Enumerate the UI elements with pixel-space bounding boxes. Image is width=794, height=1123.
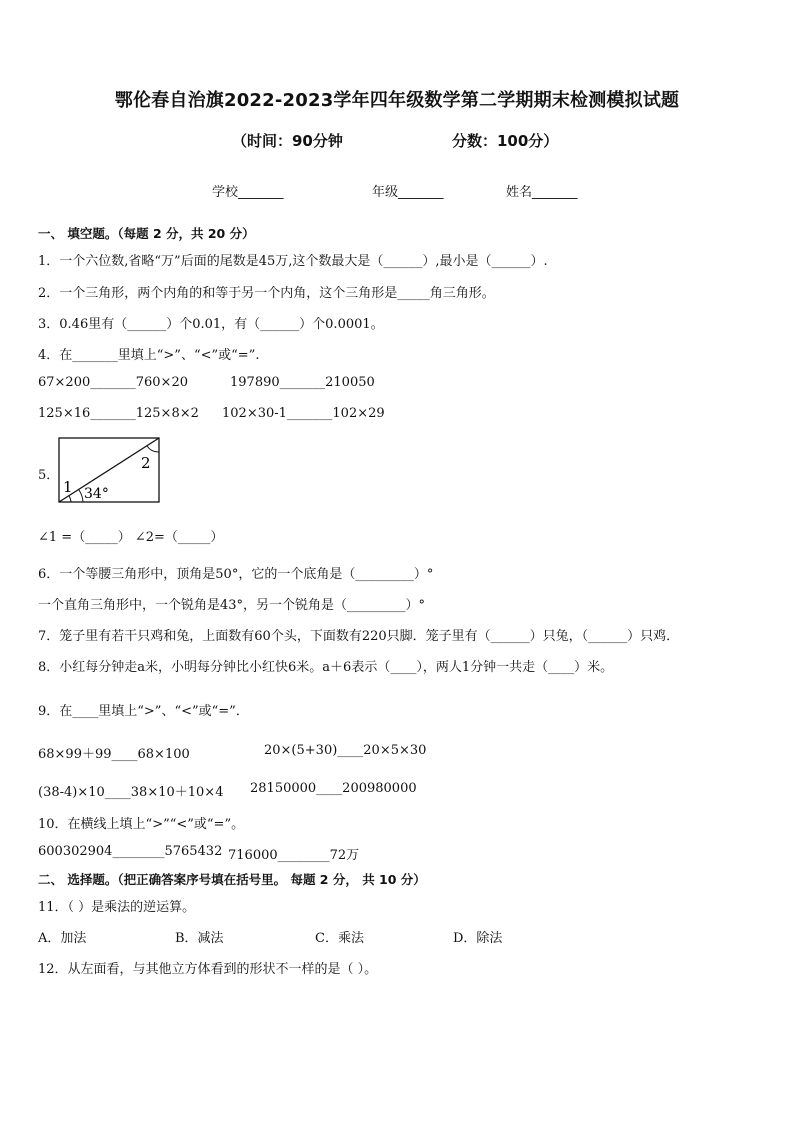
question-9-a2: 20×(5+30)____20×5×30: [264, 743, 427, 758]
question-4-a1: 67×200_______760×20: [38, 375, 188, 390]
option-a: A．加法: [38, 931, 87, 946]
section-1-heading: 一、 填空题。（每题 2 分，共 20 分）: [38, 226, 255, 241]
exam-time: （时间：90分钟: [232, 132, 343, 150]
question-7: 7．笼子里有若干只鸡和兔，上面数有60个头，下面数有220只脚．笼子里有（______）只兔，（______）只鸡．: [38, 629, 680, 644]
question-2: 2．一个三角形，两个内角的和等于另一个内角，这个三角形是_____角三角形。: [38, 286, 495, 301]
question-1: 1．一个六位数,省略“万”后面的尾数是45万,这个数最大是（______）,最小是（______）.: [38, 254, 548, 269]
question-9-b1: (38-4)×10____38×10＋10×4: [38, 785, 224, 800]
question-3: 3．0.46里有（______）个0.01，有（______）个0.0001。: [38, 317, 384, 332]
angle-1-label: 1: [63, 478, 73, 496]
question-10-a1: 600302904________5765432: [38, 844, 223, 859]
angle-2-arc: [147, 446, 159, 452]
question-6a: 6．一个等腰三角形中，顶角是50°，它的一个底角是（_________）°: [38, 567, 434, 582]
question-5-answer: ∠1 =（_____） ∠2=（_____）: [38, 530, 224, 545]
option-c: C．乘法: [315, 931, 364, 946]
question-9: 9．在____里填上“>”、“<”或“=”．: [38, 704, 249, 719]
angle-figure: [57, 436, 163, 506]
angle-1-arc: [69, 496, 71, 502]
question-12: 12．从左面看，与其他立方体看到的形状不一样的是（ ）。: [38, 962, 378, 977]
option-b: B．减法: [175, 931, 224, 946]
question-5: 5．: [38, 468, 60, 483]
section-2-heading: 二、 选择题。（把正确答案序号填在括号里。 每题 2 分， 共 10 分）: [38, 872, 426, 887]
name-field: 姓名_______: [506, 185, 578, 200]
angle-2-label: 2: [141, 454, 151, 472]
angle-34-arc: [79, 490, 83, 502]
question-4-b2: 102×30-1_______102×29: [222, 406, 385, 421]
question-4: 4．在_______里填上“>”、“<”或“=”.: [38, 348, 260, 363]
question-10-a2: 716000________72万: [228, 848, 360, 863]
question-10: 10．在横线上填上“>”“<”或“=”。: [38, 817, 245, 832]
question-9-a1: 68×99＋99____68×100: [38, 747, 190, 762]
exam-score: 分数：100分）: [452, 132, 559, 150]
question-8: 8．小红每分钟走a米，小明每分钟比小红快6米。a＋6表示（____），两人1分钟一共走（____）米。: [38, 660, 614, 675]
angle-degree-label: 34°: [84, 486, 109, 502]
question-4-b1: 125×16_______125×8×2: [38, 406, 199, 421]
question-6b: 一个直角三角形中，一个锐角是43°，另一个锐角是（_________）°: [38, 598, 426, 613]
question-11: 11．（ ）是乘法的逆运算。: [38, 900, 196, 915]
page-title: 鄂伦春自治旗2022-2023学年四年级数学第二学期期末检测模拟试题: [114, 90, 680, 111]
question-4-a2: 197890_______210050: [230, 375, 375, 390]
school-field: 学校_______: [212, 185, 284, 200]
question-9-b2: 28150000____200980000: [250, 781, 417, 796]
option-d: D．除法: [453, 931, 503, 946]
grade-field: 年级_______: [372, 185, 444, 200]
